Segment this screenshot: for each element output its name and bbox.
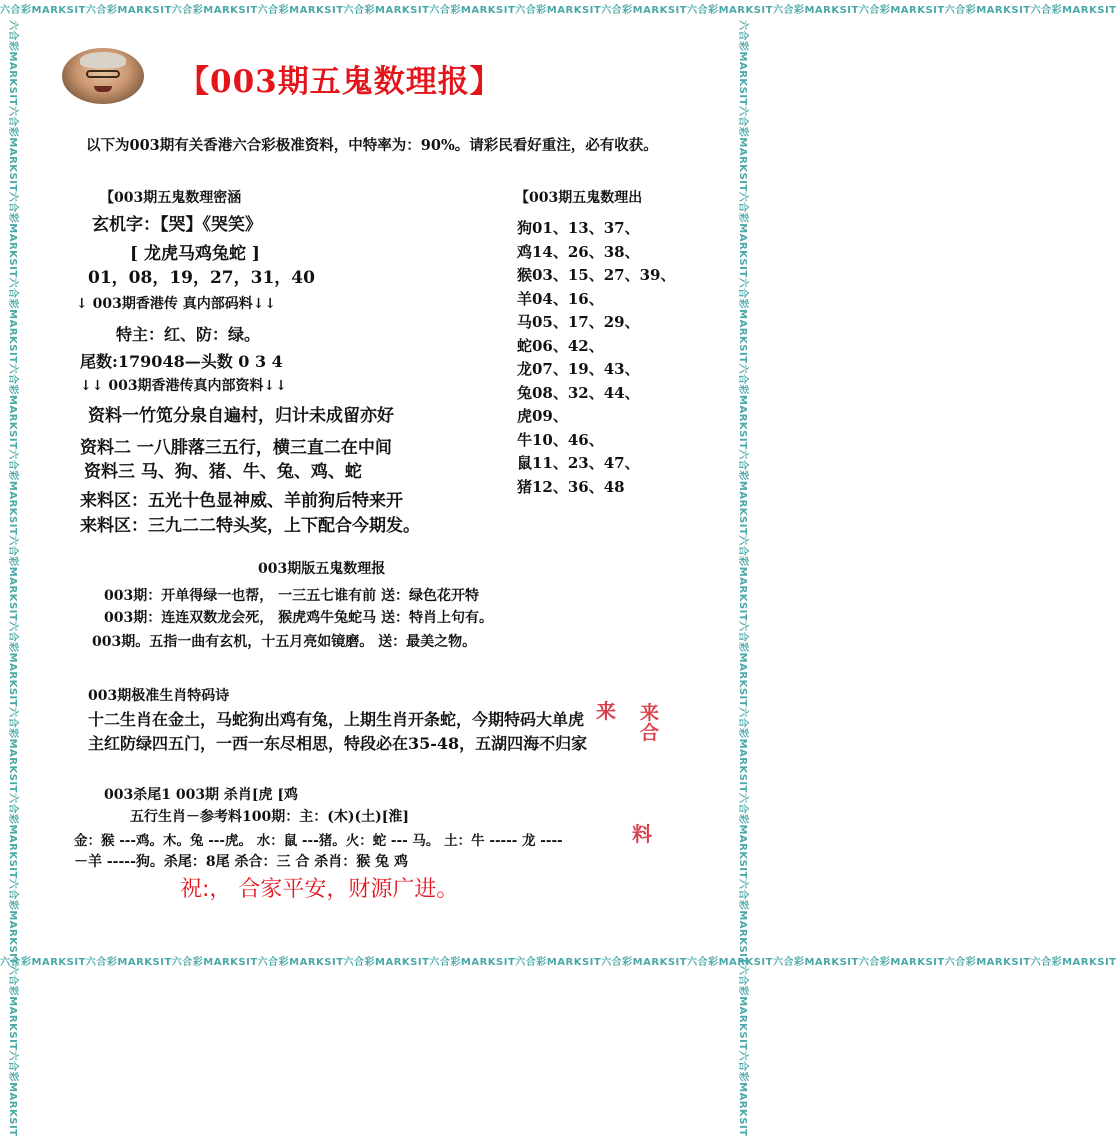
edition-header: 003期版五鬼数理报 xyxy=(258,561,386,577)
red-stamp-liao: 料 xyxy=(632,822,652,846)
list-item: 狗01、13、37、 xyxy=(517,219,640,237)
border-watermark-left: 六合彩MARKSIT六合彩MARKSIT六合彩MARKSIT六合彩MARKSIT六合彩MARKSIT六合彩MARKSIT六合彩MARKSIT六合彩MARKSIT六合彩MARKSIT六合彩MARKSIT六合彩MARKSIT六合彩MARKSIT六合彩MARKSIT xyxy=(7,20,18,1137)
kill-line-1: 003杀尾1 003期 杀肖[虎 [鸡 xyxy=(104,787,299,803)
secret-section-header: 【003期五鬼数理密涵 xyxy=(100,190,242,206)
info-line-1: 资料一竹笕分泉自遍村，归计未成留亦好 xyxy=(88,406,394,426)
list-item: 猪12、36、48 xyxy=(517,477,625,496)
list-item: 龙07、19、43、 xyxy=(517,360,640,378)
avatar xyxy=(62,48,144,104)
inside-info-header: ↓↓ 003期香港传真内部资料↓↓ xyxy=(80,378,288,394)
special-main-line: 特主：红、防：绿。 xyxy=(116,325,261,344)
zodiac-number-list xyxy=(517,217,676,499)
closing-wish: 祝:， 合家平安，财源广进。 xyxy=(180,877,459,902)
kill-line-2: 五行生肖－参考料100期：主：(木)(土)[淮] xyxy=(130,809,409,825)
edition-line-3: 003期。五指一曲有玄机，十五月亮如镜磨。 送：最美之物。 xyxy=(92,634,477,650)
border-watermark-top: 六合彩MARKSIT六合彩MARKSIT六合彩MARKSIT六合彩MARKSIT六合彩MARKSIT六合彩MARKSIT六合彩MARKSIT六合彩MARKSIT六合彩MARKSIT六合彩MARKSIT六合彩MARKSIT六合彩MARKSIT六合彩MARKSIT xyxy=(0,5,1117,16)
list-item: 虎09、 xyxy=(517,407,568,425)
info-line-3: 资料三 马、狗、猪、牛、兔、鸡、蛇 xyxy=(84,462,362,482)
poem-header: 003期极准生肖特码诗 xyxy=(88,688,230,704)
border-watermark-right: 六合彩MARKSIT六合彩MARKSIT六合彩MARKSIT六合彩MARKSIT六合彩MARKSIT六合彩MARKSIT六合彩MARKSIT六合彩MARKSIT六合彩MARKSIT六合彩MARKSIT六合彩MARKSIT六合彩MARKSIT六合彩MARKSIT xyxy=(737,20,748,1137)
source-line-1: 来料区：五光十色显神威、羊前狗后特来开 xyxy=(80,491,403,511)
kill-line-3: 金：猴 ---鸡。木。兔 ---虎。 水：鼠 ---猪。火：蛇 --- 马。 土：牛 ----- 龙 ---- xyxy=(74,833,563,849)
page-title: 【003期五鬼数理报】 xyxy=(178,64,502,100)
tail-head-line: 尾数:179048—头数 0 3 4 xyxy=(80,352,283,371)
xuanji-line: 玄机字：【哭】《哭笑》 xyxy=(92,215,262,235)
list-item: 鸡14、26、38、 xyxy=(517,242,640,261)
red-stamp-lai: 来 xyxy=(596,699,616,723)
list-item: 兔08、32、44、 xyxy=(517,383,640,402)
list-item: 蛇06、42、 xyxy=(517,336,604,355)
list-item: 马05、17、29、 xyxy=(517,313,640,331)
edition-line-1: 003期：开单得绿一也帮， 一三五七谁有前 送：绿色花开特 xyxy=(104,588,479,604)
kill-line-4: －羊 -----狗。杀尾：8尾 杀合：三 合 杀肖：猴 兔 鸡 xyxy=(74,854,409,870)
inside-code-header: ↓ 003期香港传 真内部码料↓↓ xyxy=(76,296,277,312)
list-item: 猴03、15、27、39、 xyxy=(517,266,676,284)
source-line-2: 来料区：三九二二特头奖，上下配合今期发。 xyxy=(80,516,420,536)
poem-line-1: 十二生肖在金土，马蛇狗出鸡有兔，上期生肖开条蛇，今期特码大单虎 xyxy=(88,710,585,729)
list-item: 鼠11、23、47、 xyxy=(517,454,640,472)
border-watermark-bottom: 六合彩MARKSIT六合彩MARKSIT六合彩MARKSIT六合彩MARKSIT六合彩MARKSIT六合彩MARKSIT六合彩MARKSIT六合彩MARKSIT六合彩MARKSIT六合彩MARKSIT六合彩MARKSIT六合彩MARKSIT六合彩MARKSIT xyxy=(0,957,1117,968)
intro-text: 以下为003期有关香港六合彩极准资料，中特率为：90%。请彩民看好重注，必有收获。 xyxy=(86,137,658,154)
zodiac-group: [ 龙虎马鸡兔蛇 ] xyxy=(130,244,260,264)
number-list: 01，08，19，27，31，40 xyxy=(88,268,315,288)
poem-line-2: 主红防绿四五门，一西一东尽相思，特段必在35-48，五湖四海不归家 xyxy=(88,734,588,753)
red-stamp-laihe: 来合 xyxy=(640,702,660,744)
list-item: 牛10、46、 xyxy=(517,430,604,449)
edition-line-2: 003期：连连双数龙会死， 猴虎鸡牛兔蛇马 送：特肖上句有。 xyxy=(104,610,493,626)
output-section-header: 【003期五鬼数理出 xyxy=(515,190,643,206)
list-item: 羊04、16、 xyxy=(517,289,604,308)
info-line-2: 资料二 一八腓落三五行，横三直二在中间 xyxy=(80,438,392,458)
